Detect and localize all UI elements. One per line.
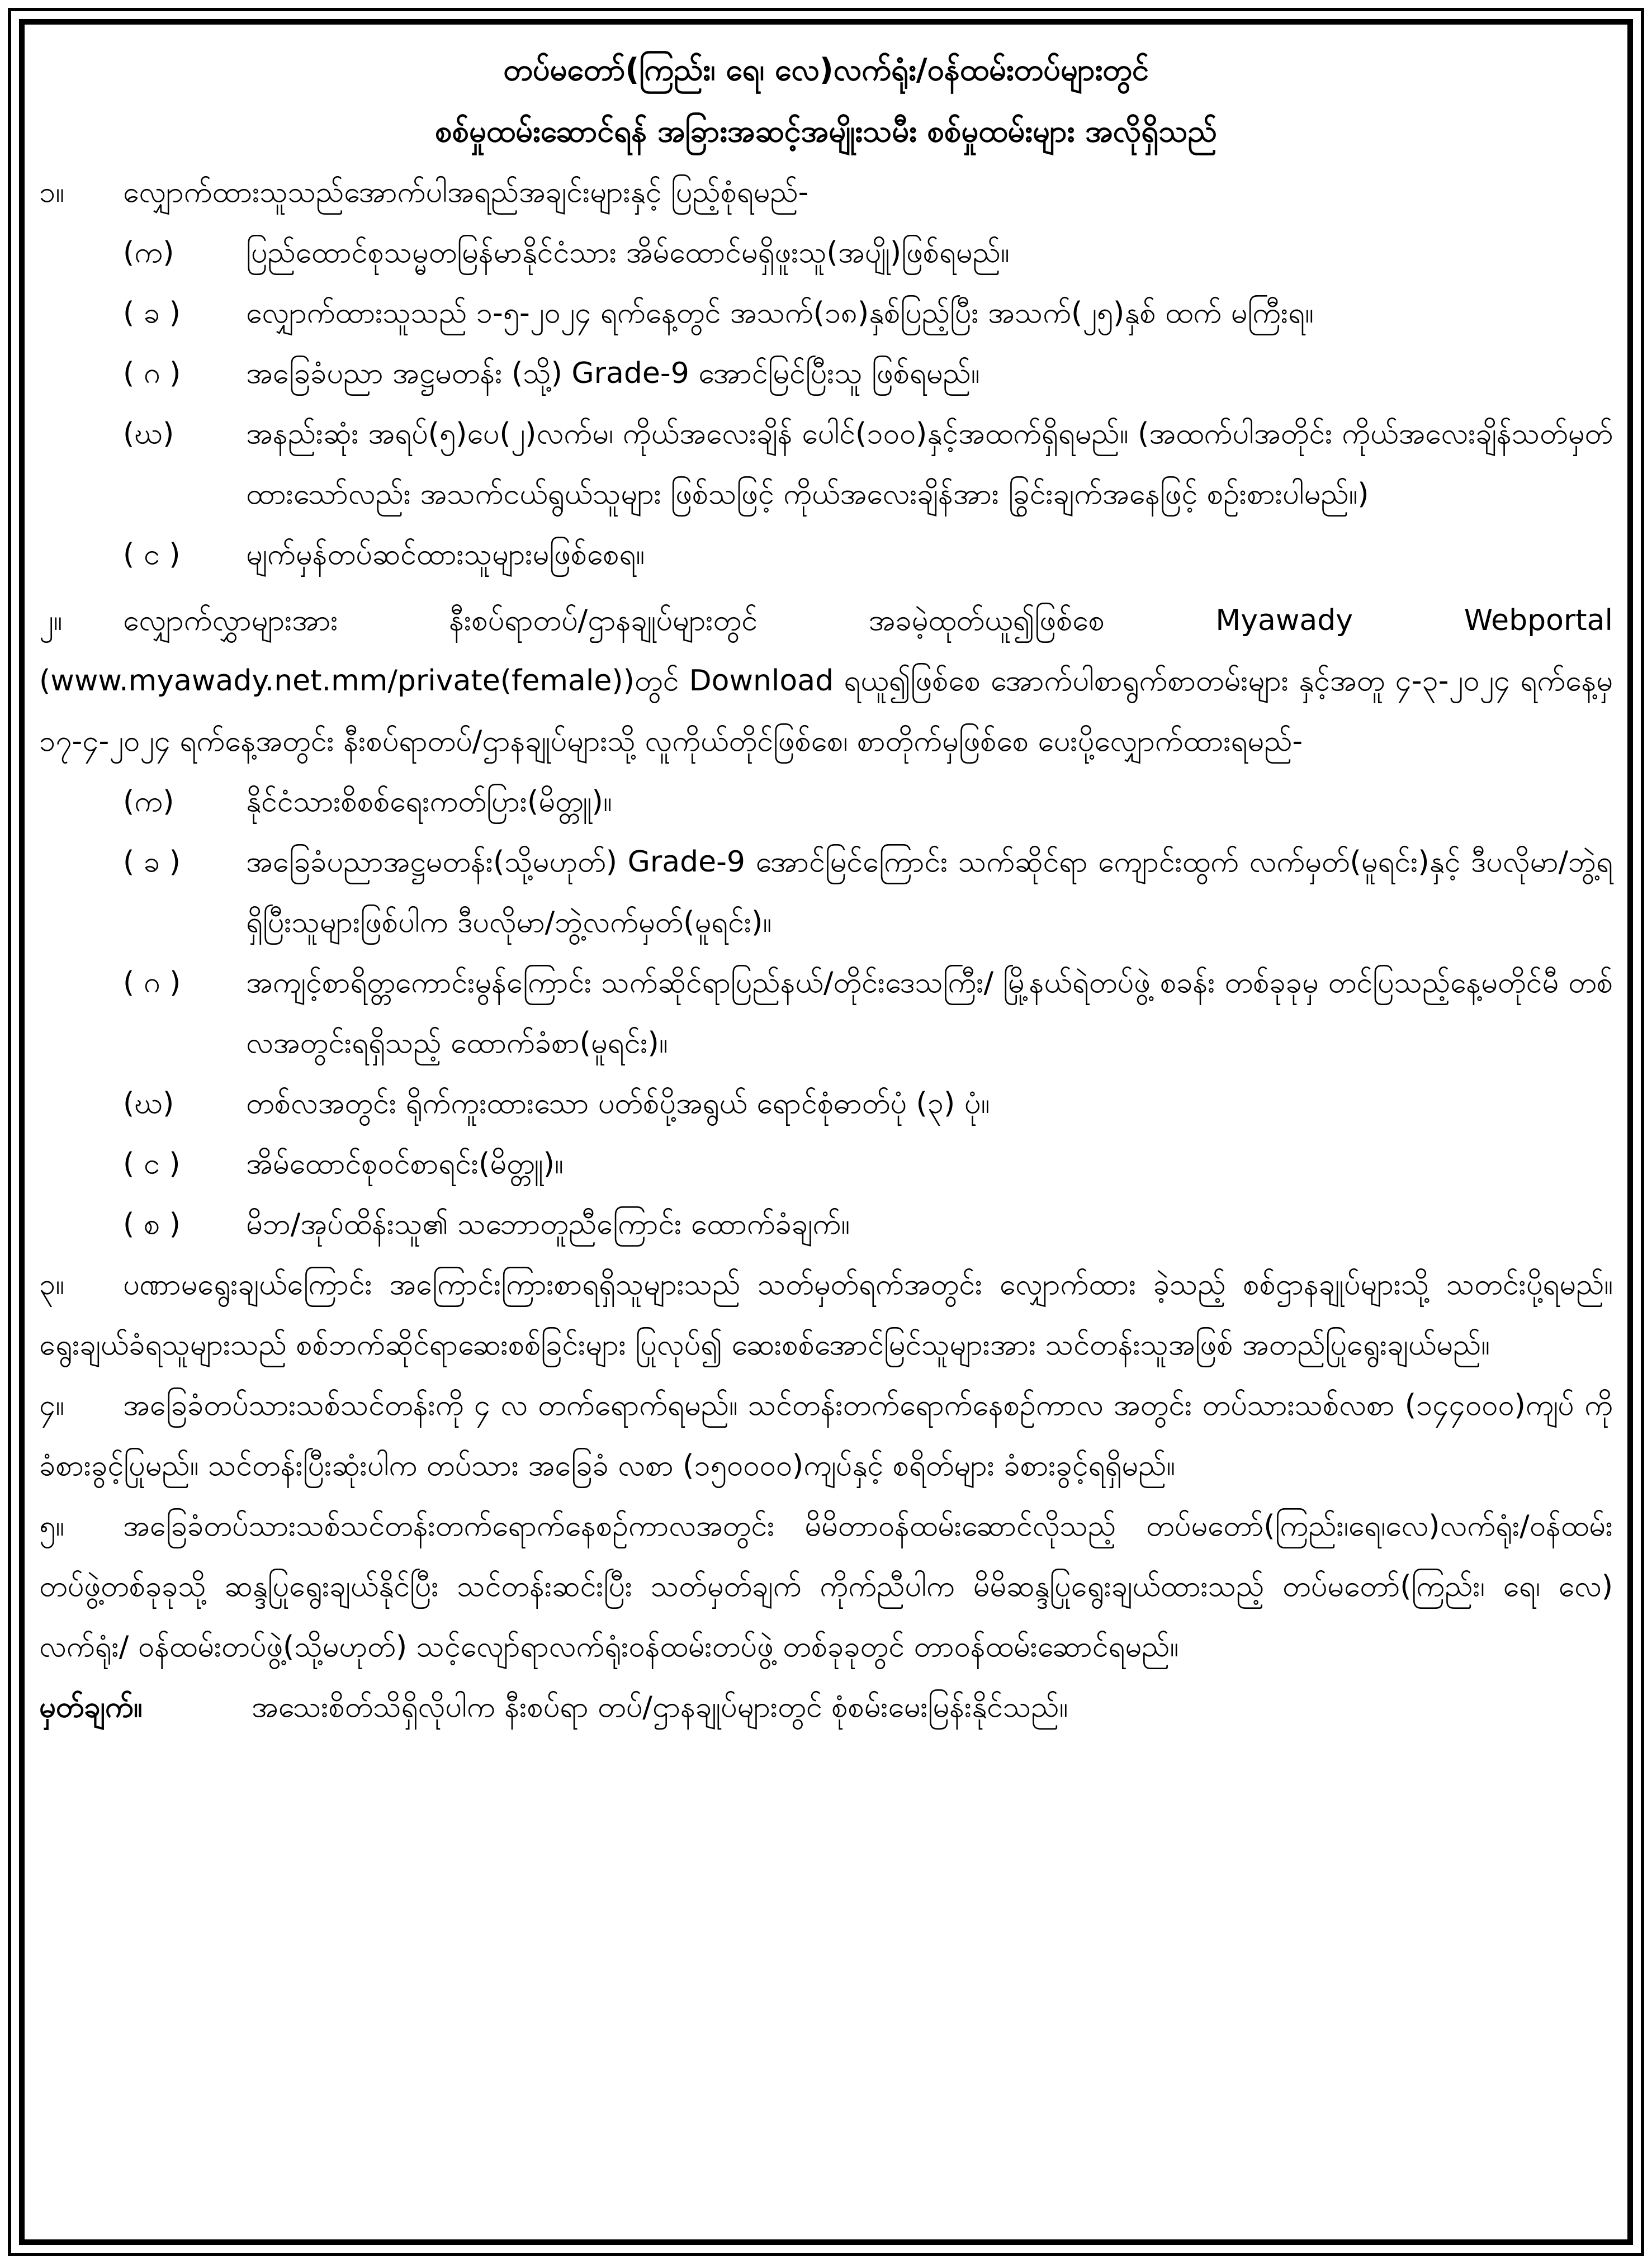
list-item (39, 771, 1613, 832)
list-item (39, 222, 1613, 283)
list-item (39, 832, 1613, 953)
section-1 (39, 162, 1613, 222)
item-marker: ( စ ) (123, 1207, 181, 1241)
section-text: လျှောက်လွှာများအား နီးစပ်ရာတပ်/ဌာနချုပ်များတွင် အခမဲ့ထုတ်ယူ၍ဖြစ်စေ Myawady Webportal (www.myawady.net.mm/private(female))တွင် Download ရယူ၍ဖြစ်စေ အောက်ပါစာရွက်စာတမ်းများ နှင့်အတူ ၄-၃-၂၀၂၄ ရက်နေ့မှ ၁၇-၄-၂၀၂၄ ရက်နေ့အတွင်း နီးစပ်ရာတပ်/ဌာနချုပ်များသို့ လူကိုယ်တိုင်ဖြစ်စေ၊ စာတိုက်မှဖြစ်စေ ပေးပို့လျှောက်ထားရမည်- (39, 604, 1613, 758)
section-number: ၅။ (39, 1509, 64, 1543)
list-item (39, 524, 1613, 585)
section-number: ၂။ (39, 604, 63, 637)
list-item (39, 343, 1613, 404)
list-item (39, 1134, 1613, 1194)
title-line-2: စစ်မှုထမ်းဆောင်ရန် အခြားအဆင့်အမျိုးသမီး စစ်မှုထမ်းများ အလိုရှိသည် (435, 113, 1217, 149)
note-label: မှတ်ချက်။ (39, 1690, 143, 1724)
item-text: ပြည်ထောင်စုသမ္မတမြန်မာနိုင်ငံသား အိမ်ထောင်မရှိဖူးသူ(အပျို)ဖြစ်ရမည်။ (246, 236, 1010, 269)
item-marker: ( ဂ ) (123, 966, 181, 1000)
section-4 (39, 1375, 1613, 1496)
section-number: ၃။ (39, 1268, 64, 1301)
item-marker: ( ဂ ) (123, 357, 181, 390)
list-item (39, 1073, 1613, 1134)
item-marker: ( ခ ) (123, 845, 181, 879)
note (39, 1677, 1613, 1737)
list-item (39, 404, 1613, 524)
item-marker: ( ခ ) (123, 296, 181, 330)
section-text: အခြေခံတပ်သားသစ်သင်တန်းတက်ရောက်နေစဉ်ကာလအတွင်း မိမိတာဝန်ထမ်းဆောင်လိုသည့် တပ်မတော်(ကြည်း၊ရေ၊လေ)လက်ရုံး/ဝန်ထမ်း တပ်ဖွဲ့တစ်ခုခုသို့ ဆန္ဒပြုရွေးချယ်နိုင်ပြီး သင်တန်းဆင်းပြီး သတ်မှတ်ချက် ကိုက်ညီပါက မိမိဆန္ဒပြုရွေးချယ်ထားသည့် တပ်မတော်(ကြည်း၊ ရေ၊ လေ) လက်ရုံး/ ဝန်ထမ်းတပ်ဖွဲ့(သို့မဟုတ်) သင့်လျော်ရာလက်ရုံးဝန်ထမ်းတပ်ဖွဲ့ တစ်ခုခုတွင် တာဝန်ထမ်းဆောင်ရမည်။ (39, 1509, 1613, 1664)
item-marker: ( င ) (123, 538, 181, 571)
list-item (39, 283, 1613, 343)
title-line-1: တပ်မတော်(ကြည်း၊ ရေ၊ လေ)လက်ရုံး/ဝန်ထမ်းတပ်များတွင် (503, 52, 1149, 87)
item-text: မျက်မှန်တပ်ဆင်ထားသူများမဖြစ်စေရ။ (246, 538, 645, 571)
item-text: အကျင့်စာရိတ္တကောင်းမွန်ကြောင်း သက်ဆိုင်ရာပြည်နယ်/တိုင်းဒေသကြီး/ မြို့နယ်ရဲတပ်ဖွဲ့ စခန်း တစ်ခုခုမှ တင်ပြသည့်နေ့မတိုင်မီ တစ်လအတွင်းရရှိသည့် ထောက်ခံစာ(မူရင်း)။ (246, 966, 1613, 1060)
section-text: လျှောက်ထားသူသည်အောက်ပါအရည်အချင်းများနှင့် ပြည့်စုံရမည်- (123, 176, 809, 209)
item-marker: (က) (123, 236, 174, 269)
section-5 (39, 1496, 1613, 1677)
item-marker: ( င ) (123, 1147, 181, 1181)
section-text: အခြေခံတပ်သားသစ်သင်တန်းကို ၄ လ တက်ရောက်ရမည်။ သင်တန်းတက်ရောက်နေစဉ်ကာလ အတွင်း တပ်သားသစ်လစာ (၁၄၄၀၀၀)ကျပ် ကိုခံစားခွင့်ပြုမည်။ သင်တန်းပြီးဆုံးပါက တပ်သား အခြေခံ လစာ (၁၅၀၀၀၀)ကျပ်နှင့် စရိတ်များ ခံစားခွင့်ရရှိမည်။ (39, 1389, 1613, 1483)
item-text: တစ်လအတွင်း ရိုက်ကူးထားသော ပတ်စ်ပို့အရွယ် ရောင်စုံဓာတ်ပုံ (၃) ပုံ။ (246, 1087, 990, 1120)
item-marker: (ဃ) (123, 1087, 174, 1120)
item-text: နိုင်ငံသားစိစစ်ရေးကတ်ပြား(မိတ္တူ)။ (246, 785, 612, 818)
section-number: ၄။ (39, 1389, 64, 1422)
section-text: ပဏာမရွေးချယ်ကြောင်း အကြောင်းကြားစာရရှိသူများသည် သတ်မှတ်ရက်အတွင်း လျှောက်ထား ခဲ့သည့် စစ်ဌာနချုပ်များသို့ သတင်းပို့ရမည်။ ရွေးချယ်ခံရသူများသည် စစ်ဘက်ဆိုင်ရာဆေးစစ်ခြင်းများ ပြုလုပ်၍ ဆေးစစ်အောင်မြင်သူများအား သင်တန်းသူအဖြစ် အတည်ပြုရွေးချယ်မည်။ (39, 1268, 1613, 1362)
item-marker: (ဃ) (123, 417, 174, 451)
note-text: အသေးစိတ်သိရှိလိုပါက နီးစပ်ရာ တပ်/ဌာနချုပ်များတွင် စုံစမ်းမေးမြန်းနိုင်သည်။ (252, 1690, 1068, 1724)
list-item (39, 1194, 1613, 1254)
item-text: အခြေခံပညာ အဋ္ဌမတန်း (သို့) Grade-9 အောင်မြင်ပြီးသူ ဖြစ်ရမည်။ (246, 357, 980, 390)
item-text: အခြေခံပညာအဋ္ဌမတန်း(သို့မဟုတ်) Grade-9 အောင်မြင်ကြောင်း သက်ဆိုင်ရာ ကျောင်းထွက် လက်မှတ်(မူရင်း)နှင့် ဒီပလိုမာ/ဘွဲ့ရရှိပြီးသူများဖြစ်ပါက ဒီပလိုမာ/ဘွဲ့လက်မှတ်(မူရင်း)။ (246, 845, 1613, 939)
section-number: ၁။ (39, 176, 64, 209)
section-3 (39, 1254, 1613, 1375)
section-2 (39, 590, 1613, 771)
item-text: အိမ်ထောင်စုဝင်စာရင်း(မိတ္တူ)။ (246, 1147, 564, 1181)
item-text: အနည်းဆုံး အရပ်(၅)ပေ(၂)လက်မ၊ ကိုယ်အလေးချိန် ပေါင်(၁၀၀)နှင့်အထက်ရှိရမည်။ (အထက်ပါအတိုင်း ကိုယ်အလေးချိန်သတ်မှတ်ထားသော်လည်း အသက်ငယ်ရွယ်သူများ ဖြစ်သဖြင့် ကိုယ်အလေးချိန်အား ခြွင်းချက်အနေဖြင့် စဉ်းစားပါမည်။) (246, 417, 1613, 511)
item-text: မိဘ/အုပ်ထိန်းသူ၏ သဘောတူညီကြောင်း ထောက်ခံချက်။ (246, 1207, 850, 1241)
notice-content (39, 39, 1613, 1737)
list-item (39, 953, 1613, 1073)
item-marker: (က) (123, 785, 174, 818)
item-text: လျှောက်ထားသူသည် ၁-၅-၂၀၂၄ ရက်နေ့တွင် အသက်(၁၈)နှစ်ပြည့်ပြီး အသက်(၂၅)နှစ် ထက် မကြီးရ။ (246, 296, 1314, 330)
